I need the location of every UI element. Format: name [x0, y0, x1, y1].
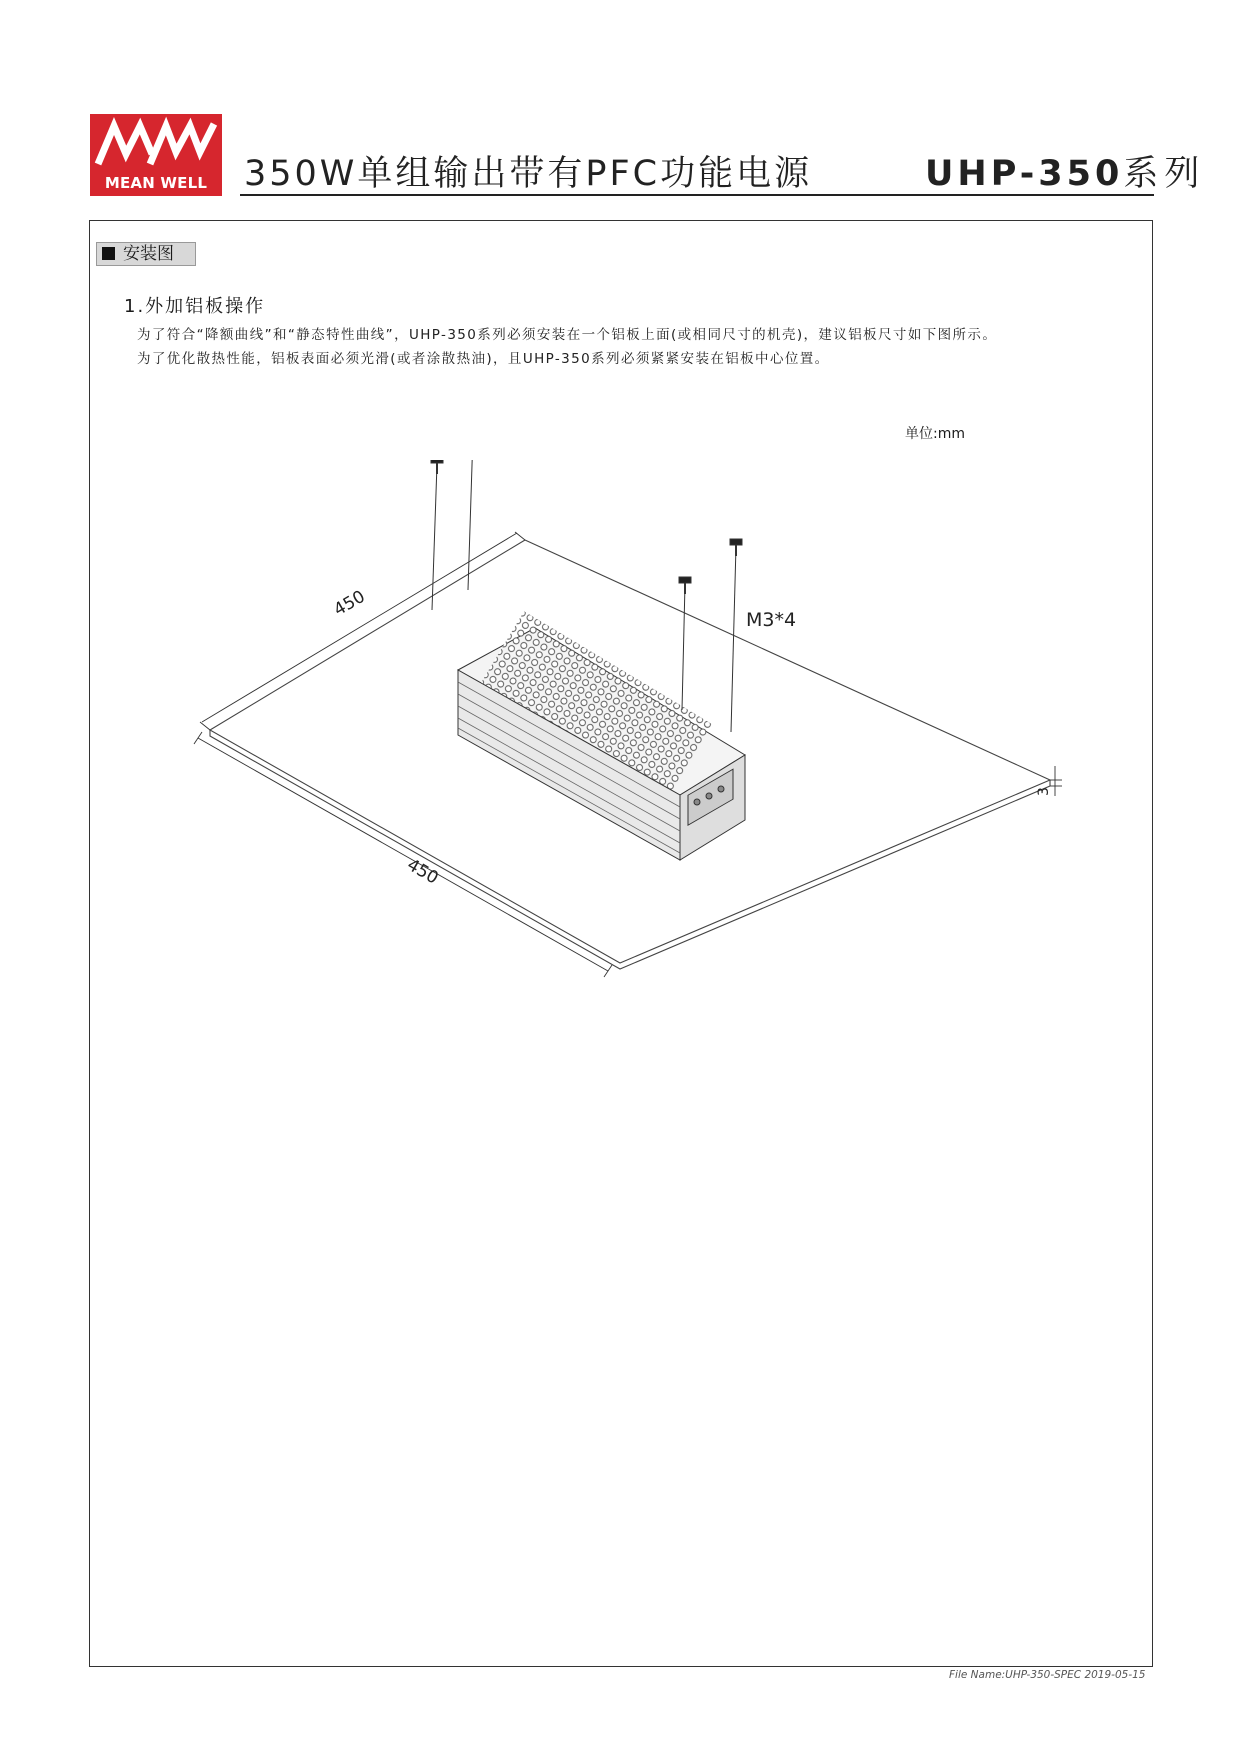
dimension-thickness-label: 3	[1036, 787, 1052, 796]
item-heading: 1.外加铝板操作	[124, 296, 266, 317]
screw-spec-label: M3*4	[746, 609, 797, 631]
section-title: 安装图	[123, 244, 174, 264]
mean-well-logo	[90, 114, 222, 196]
series-title	[925, 146, 1205, 196]
section-tag	[96, 242, 196, 266]
instruction-paragraph-1: 为了符合“降额曲线”和“静态特性曲线”，UHP-350系列必须安装在一个铝板上面(或相同尺寸的机壳)，建议铝板尺寸如下图所示。	[137, 327, 998, 343]
dimension-length-label: 450	[330, 586, 369, 621]
model-name: UHP-350	[925, 154, 1124, 194]
document-title: 350W单组输出带有PFC功能电源	[244, 154, 813, 194]
file-name-footer: File Name:UHP-350-SPEC 2019-05-15	[949, 1669, 1146, 1681]
square-bullet-icon	[102, 247, 115, 260]
series-suffix: 系列	[1123, 154, 1206, 194]
instruction-paragraph-2: 为了优化散热性能，铝板表面必须光滑(或者涂散热油)，且UHP-350系列必须紧紧安装在铝板中心位置。	[137, 351, 830, 367]
dimension-width-label: 450	[403, 855, 442, 889]
mw-logo-mark	[90, 114, 222, 174]
installation-diagram	[160, 460, 1080, 980]
header-underline	[240, 194, 1154, 196]
logo-text: MEAN WELL	[104, 174, 208, 192]
unit-label: 单位:mm	[905, 426, 965, 442]
